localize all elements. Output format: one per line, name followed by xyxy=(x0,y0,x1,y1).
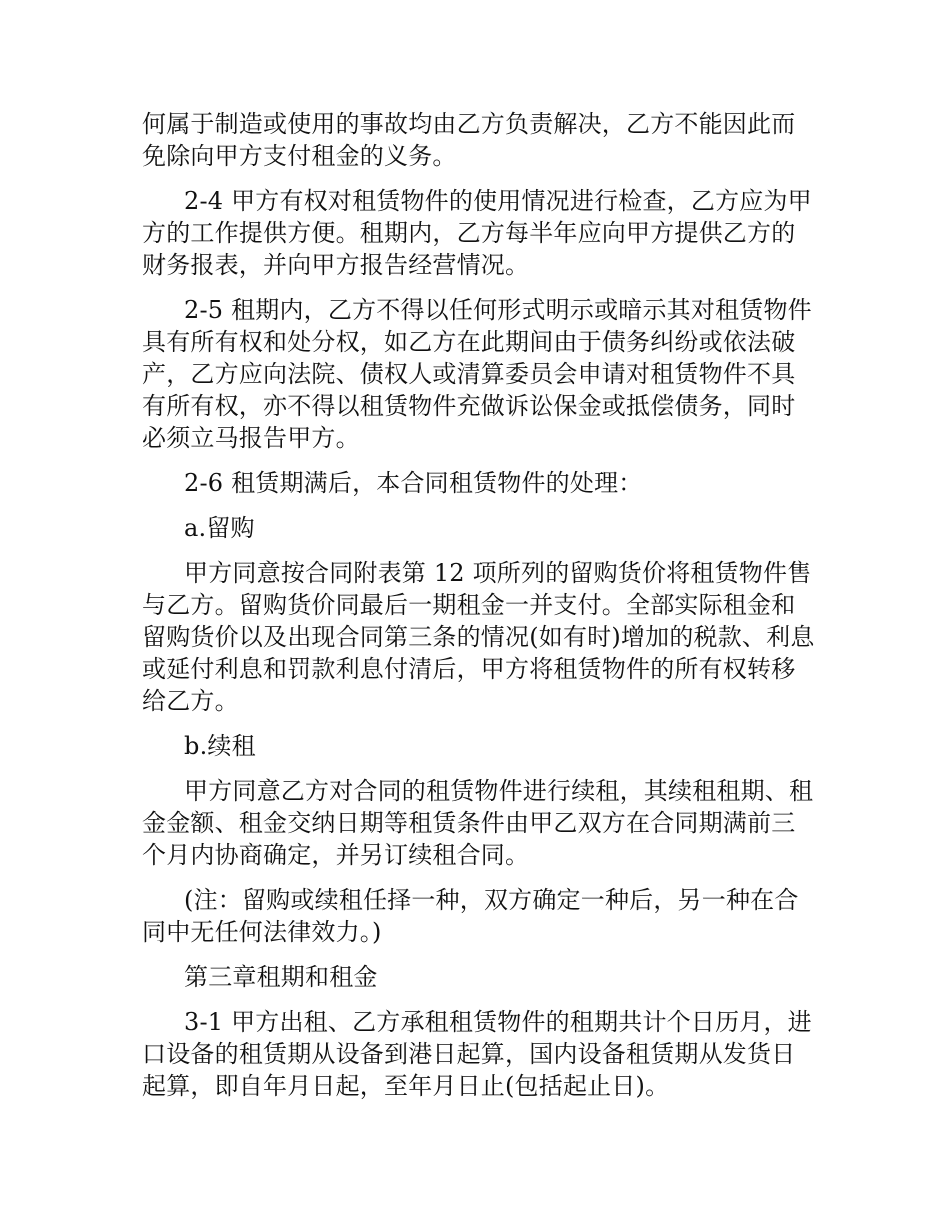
paragraph-note: (注：留购或续租任择一种，双方确定一种后，另一种在合同中无任何法律效力。) xyxy=(142,886,799,946)
paragraph-clause-3-1: 3-1 甲方出租、乙方承租租赁物件的租期共计个日历月，进口设备的租赁期从设备到港日起算，国内设备租赁期从发货日起算，即自年月日起，至年月日止(包括起止日)。 xyxy=(142,1008,812,1100)
paragraph-option-b-body: 甲方同意乙方对合同的租赁物件进行续租，其续租租期、租金金额、租金交纳日期等租赁条件由甲乙双方在合同期满前三个月内协商确定，并另订续租合同。 xyxy=(142,777,814,869)
paragraph-option-a-body: 甲方同意按合同附表第 12 项所列的留购货价将租赁物件售与乙方。留购货价同最后一期租金一并支付。全部实际租金和留购货价以及出现合同第三条的情况(如有时)增加的税款、利息或延付利息和罚款利息付清后，甲方将租赁物件的所有权转移给乙方。 xyxy=(142,559,815,715)
paragraph-clause-2-5: 2-5 租期内，乙方不得以任何形式明示或暗示其对租赁物件具有所有权和处分权，如乙方在此期间由于债务纠纷或依法破产，乙方应向法院、债权人或清算委员会申请对租赁物件不具有所有权，亦不得以租赁物件充做诉讼保金或抵偿债务，同时必须立马报告甲方。 xyxy=(142,296,812,452)
paragraph-option-a-heading: a.留购 xyxy=(184,514,255,542)
paragraph-option-b-heading: b.续租 xyxy=(184,732,256,760)
paragraph-continuation: 何属于制造或使用的事故均由乙方负责解决，乙方不能因此而免除向甲方支付租金的义务。 xyxy=(142,110,796,170)
paragraph-clause-2-4: 2-4 甲方有权对租赁物件的使用情况进行检查，乙方应为甲方的工作提供方便。租期内，乙方每半年应向甲方提供乙方的财务报表，并向甲方报告经营情况。 xyxy=(142,187,812,279)
paragraph-clause-2-6: 2-6 租赁期满后，本合同租赁物件的处理： xyxy=(184,469,643,497)
chapter-heading-3: 第三章租期和租金 xyxy=(184,963,378,991)
